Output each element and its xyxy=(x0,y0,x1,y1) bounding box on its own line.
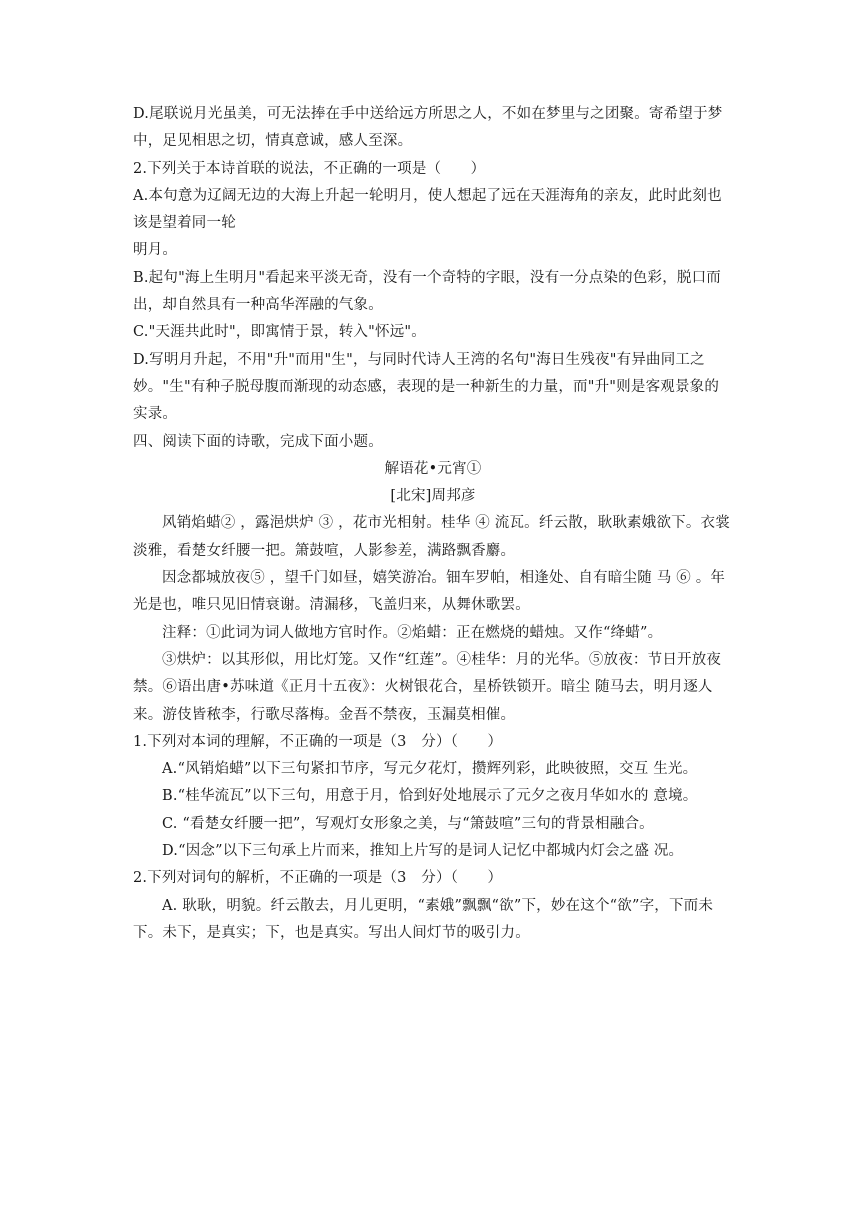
question-1-option-d: D.“因念”以下三句承上片而来，推知上片写的是词人记忆中都城内灯会之盛 况。 xyxy=(162,843,684,860)
question-1-option-a: A.“风销焰蜡”以下三句紧扣节序，写元夕花灯，攒辉列彩，此映彼照，交互 生光。 xyxy=(162,761,698,778)
poem-title: 解语花•元宵① xyxy=(384,460,482,477)
annotation-2: ③烘炉：以其形似，用比灯笼。又作“红莲”。④桂华：月的光华。⑤放夜：节日开放夜禁。⑥语出唐•苏味道《正月十五夜》：火树银花合，星桥铁锁开。暗尘 随马去，明月逐人来。游伎皆秾李，行歌尽落梅。金吾不禁夜，玉漏莫相催。 xyxy=(133,651,722,723)
question-2-previous: 2.下列关于本诗首联的说法，不正确的一项是（ ） xyxy=(133,160,486,177)
question-1-option-c: C. “看楚女纤腰一把”，写观灯女形象之美，与“箫鼓喧”三句的背景相融合。 xyxy=(162,815,654,832)
poem-author: [北宋]周邦彦 xyxy=(390,488,476,505)
document-body xyxy=(133,101,733,947)
annotation-1: 注释：①此词为词人做地方官时作。②焰蜡：正在燃烧的蜡烛。又作“绛蜡”。 xyxy=(162,624,663,641)
question-2-option-a: A. 耿耿，明貌。纤云散去，月儿更明，“素娥”飘飘“欲”下，妙在这个“欲”字，下而未下。未下，是真实；下，也是真实。写出人间灯节的吸引力。 xyxy=(133,897,714,941)
question-1: 1.下列对本词的理解，不正确的一项是（3 分）（ ） xyxy=(133,733,503,750)
question-2-option-d: D.写明月升起，不用"升"而用"生"，与同时代诗人王湾的名句"海日生残夜"有异曲同工之妙。"生"有种子脱母腹而渐现的动态感，表现的是一种新生的力量，而"升"则是客观景象的实录。 xyxy=(133,351,720,423)
question-2-option-b: B.起句"海上生明月"看起来平淡无奇，没有一个奇特的字眼，没有一分点染的色彩，脱口而出，却自然具有一种高华浑融的气象。 xyxy=(133,269,721,314)
poem-stanza-2: 因念都城放夜⑤ ，望千门如昼，嬉笑游冶。钿车罗帕，相逢处、自有暗尘随 马 ⑥ 。年光是也，唯只见旧情衰谢。清漏移，飞盖归来，从舞休歌罢。 xyxy=(133,570,726,614)
question-2: 2.下列对词句的解析，不正确的一项是（3 分）（ ） xyxy=(133,870,503,887)
poem-stanza-1: 风销焰蜡② ，露浥烘炉 ③ ，花市光相射。桂华 ④ 流瓦。纤云散，耿耿素娥欲下。衣裳淡雅，看楚女纤腰一把。箫鼓喧，人影参差，满路飘香麝。 xyxy=(133,515,730,559)
question-2-option-a-line-1: A.本句意为辽阔无边的大海上升起一轮明月，使人想起了远在天涯海角的亲友，此时此刻也该是望着同一轮 xyxy=(133,187,722,232)
question-2-option-a-line-2: 明月。 xyxy=(133,242,178,259)
question-1-option-b: B.“桂华流瓦”以下三句，用意于月，恰到好处地展示了元夕之夜月华如水的 意境。 xyxy=(162,788,698,805)
section-heading: 四、阅读下面的诗歌，完成下面小题。 xyxy=(133,433,383,450)
question-2-option-c: C."天涯共此时"，即寓情于景，转入"怀远"。 xyxy=(133,324,426,341)
option-d-previous-question: D.尾联说月光虽美，可无法捧在手中送给远方所思之人，不如在梦里与之团聚。寄希望于梦中，足见相思之切，情真意诚，感人至深。 xyxy=(133,106,723,150)
